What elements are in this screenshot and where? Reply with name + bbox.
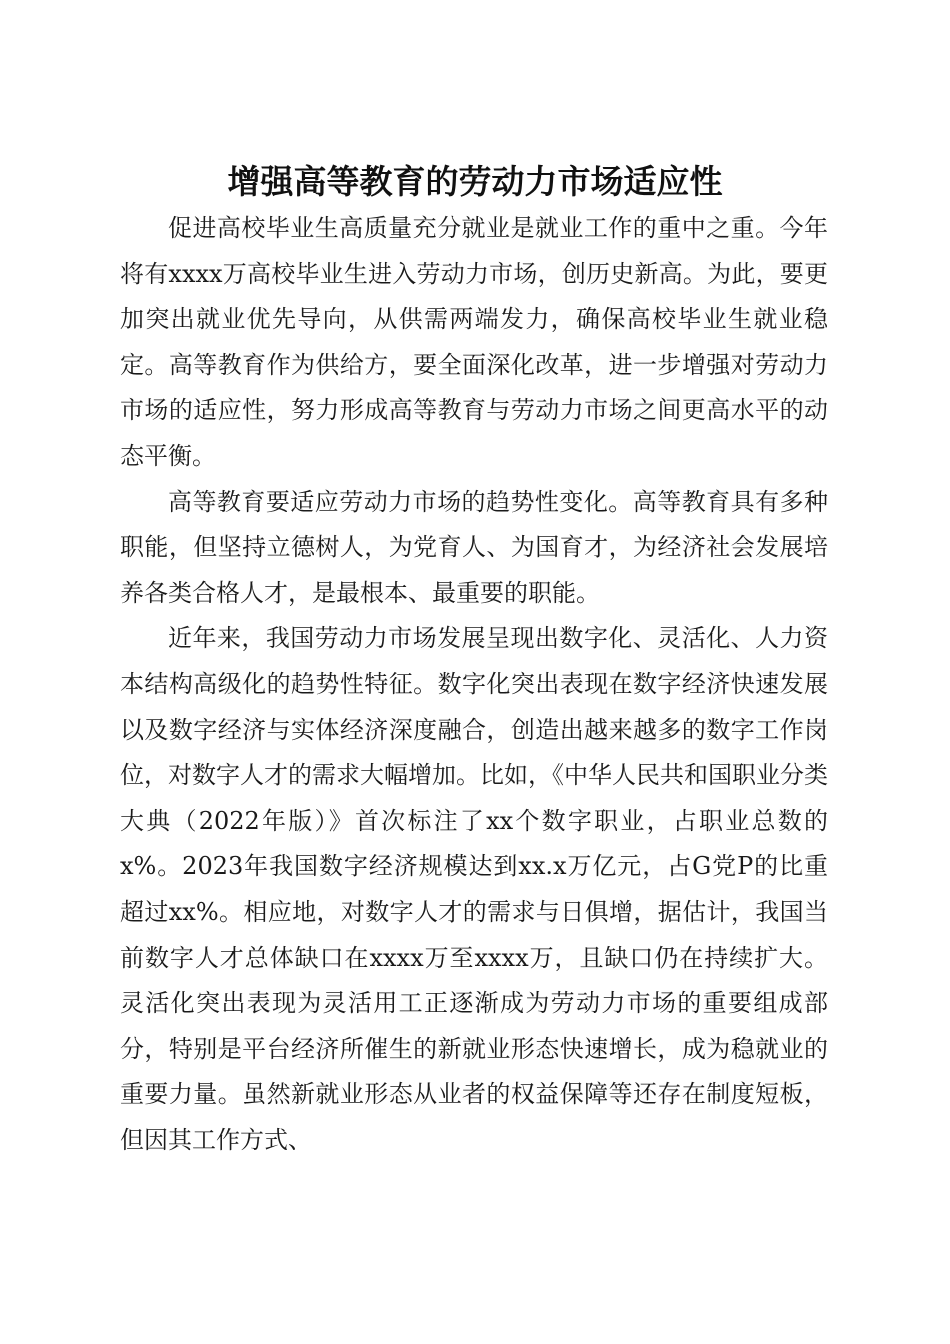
paragraph-1: 促进高校毕业生高质量充分就业是就业工作的重中之重。今年将有xxxx万高校毕业生进入劳动力市场，创历史新高。为此，要更加突出就业优先导向，从供需两端发力，确保高校毕业生就业稳定。高等教育作为供给方，要全面深化改革，进一步增强对劳动力市场的适应性，努力形成高等教育与劳动力市场之间更高水平的动态平衡。 xyxy=(120,214,828,470)
paragraph-3: 近年来，我国劳动力市场发展呈现出数字化、灵活化、人力资本结构高级化的趋势性特征。数字化突出表现在数字经济快速发展以及数字经济与实体经济深度融合，创造出越来越多的数字工作岗位，对数字人才的需求大幅增加。比如，《中华人民共和国职业分类大典（2022年版）》首次标注了xx个数字职业，占职业总数的x%。2023年我国数字经济规模达到xx.x万亿元，占G党P的比重超过xx%。相应地，对数字人才的需求与日俱增，据估计，我国当前数字人才总体缺口在xxxx万至xxxx万，且缺口仍在持续扩大。灵活化突出表现为灵活用工正逐渐成为劳动力市场的重要组成部分，特别是平台经济所催生的新就业形态快速增长，成为稳就业的重要力量。虽然新就业形态从业者的权益保障等还存在制度短板，但因其工作方式、 xyxy=(120,624,828,1154)
document-title: 增强高等教育的劳动力市场适应性 xyxy=(227,162,723,202)
paragraph-2: 高等教育要适应劳动力市场的趋势性变化。高等教育具有多种职能，但坚持立德树人，为党育人、为国育才，为经济社会发展培养各类合格人才，是最根本、最重要的职能。 xyxy=(120,487,828,607)
document-body xyxy=(120,206,828,1163)
